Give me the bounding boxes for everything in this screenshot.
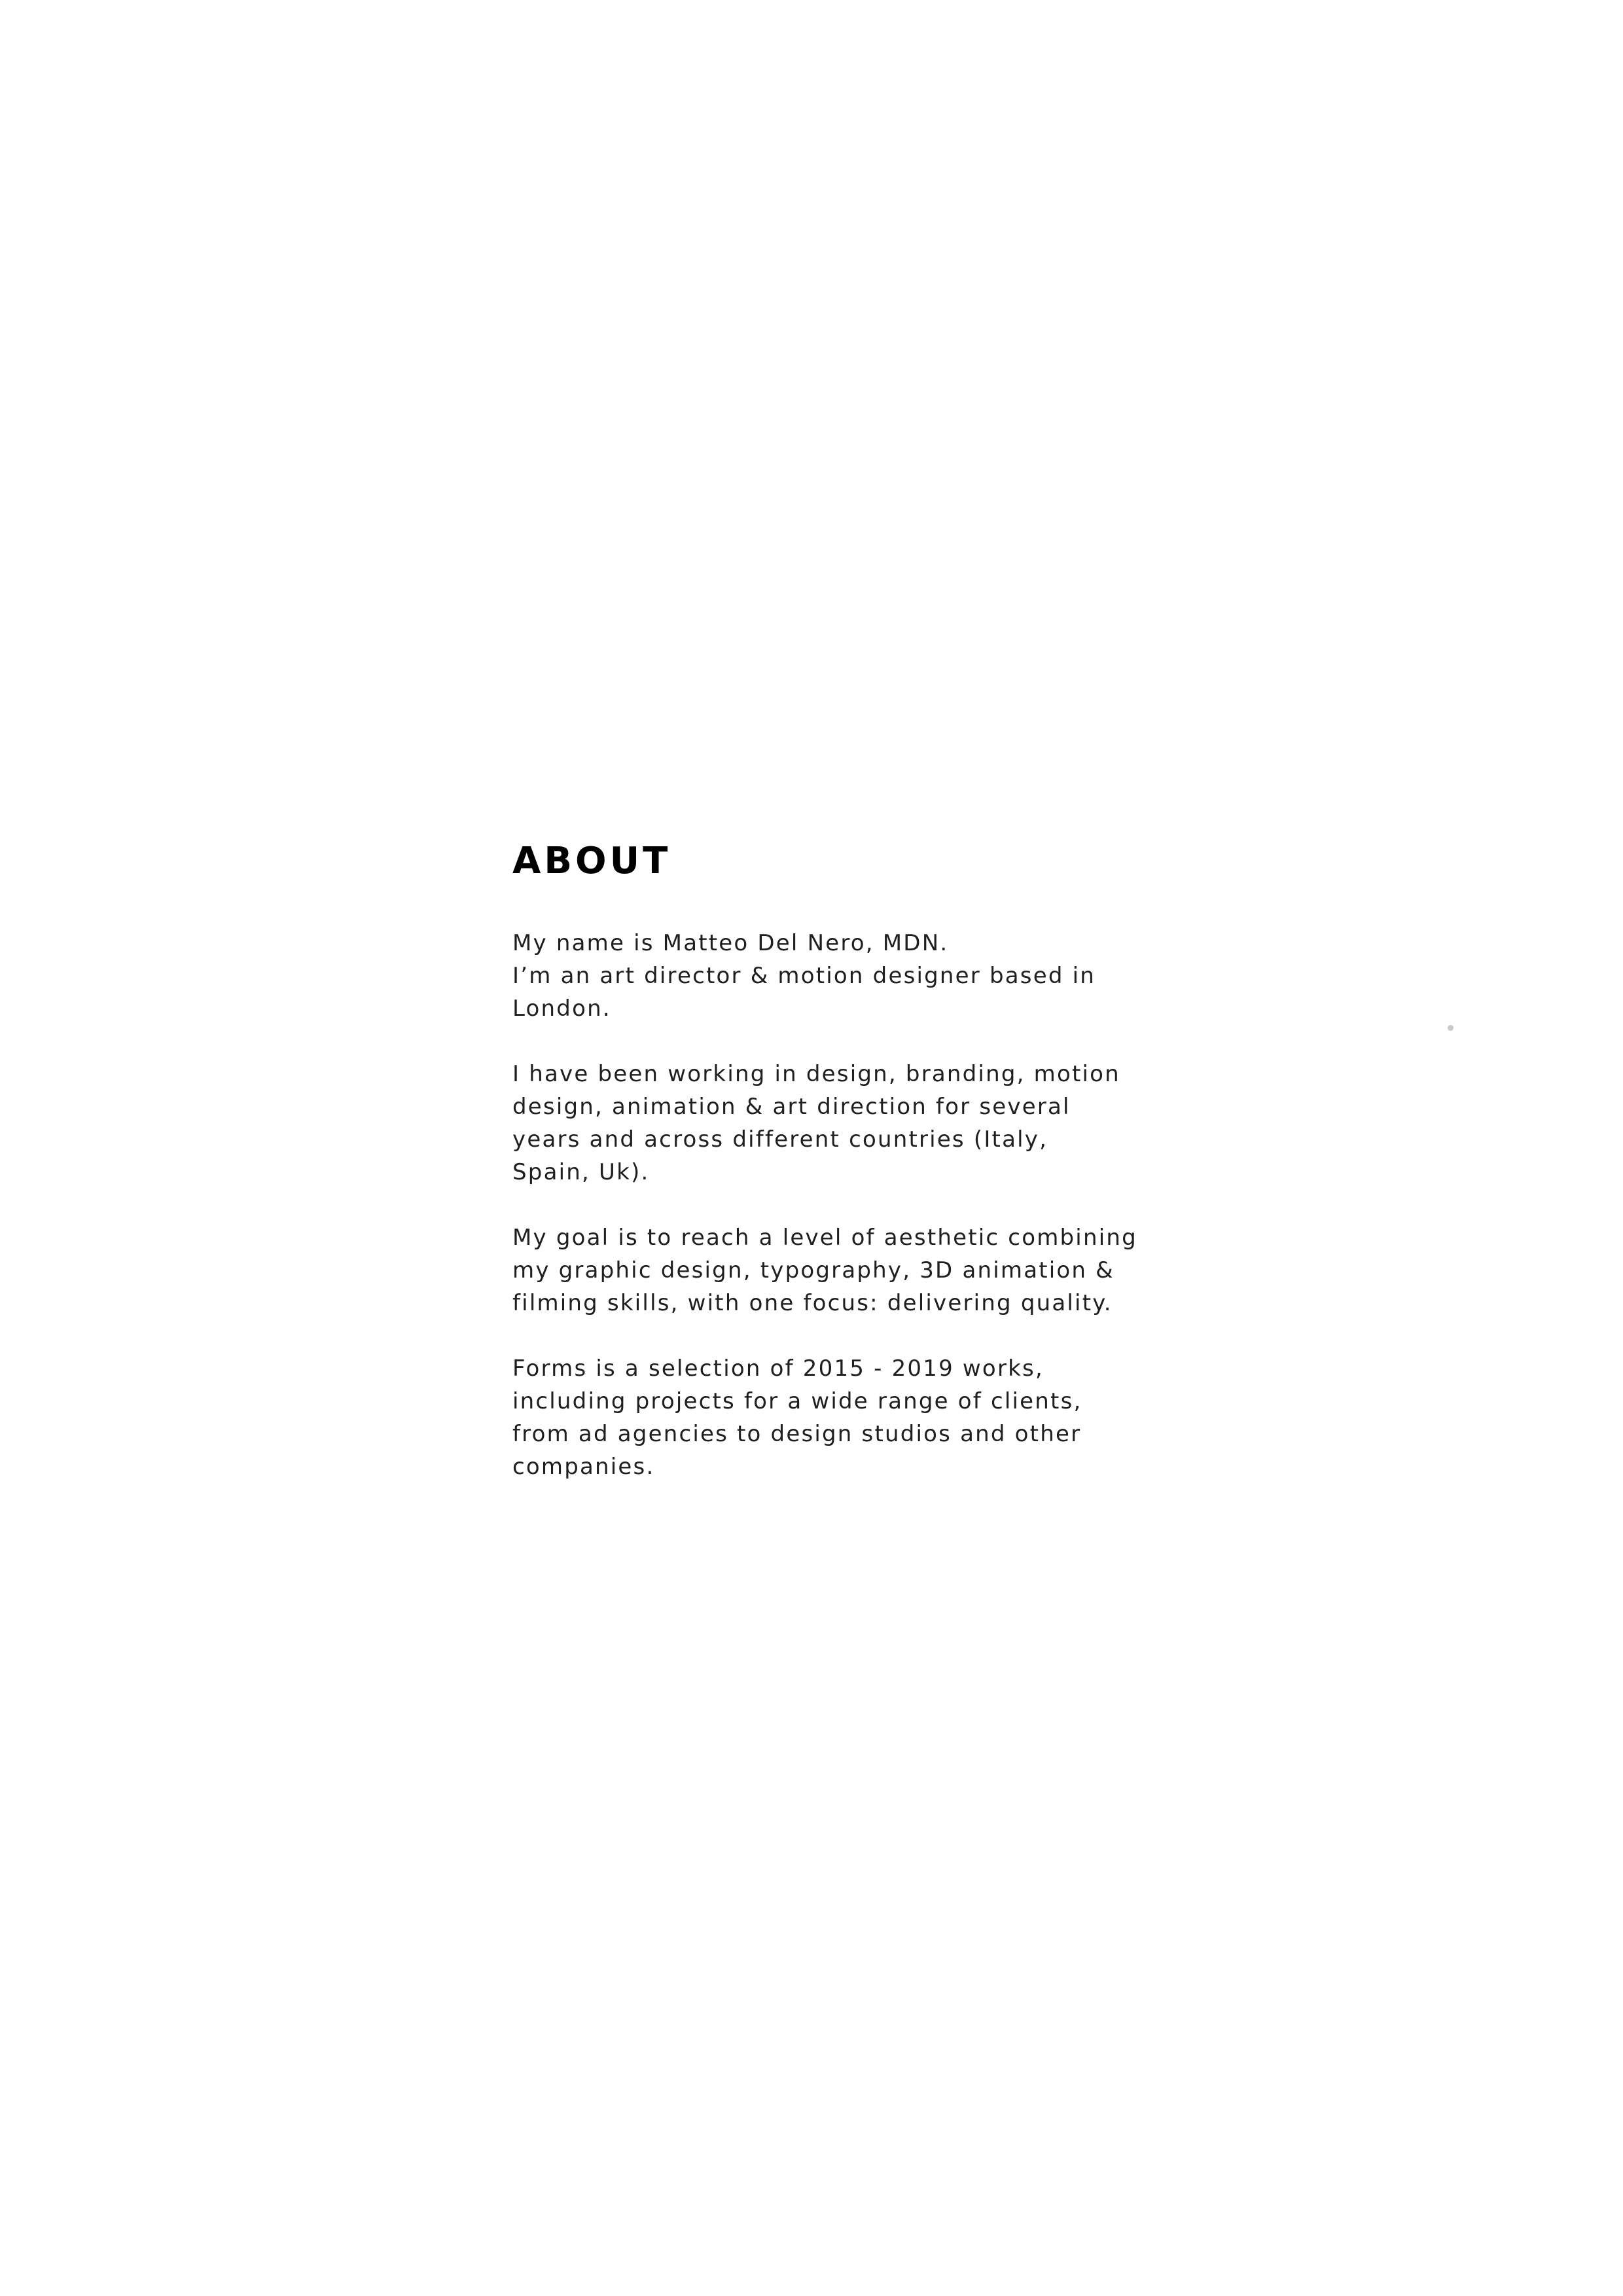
paragraph-selection [512,1352,1167,1483]
about-title: ABOUT [512,840,671,882]
paragraph-goal [512,1221,1167,1319]
paragraph-line: Spain, Uk). [512,1159,650,1185]
paragraph-experience [512,1058,1167,1189]
paragraph-line: My goal is to reach a level of aesthetic combining [512,1225,1137,1251]
paragraph-line: from ad agencies to design studios and other [512,1421,1082,1447]
paragraph-line: years and across different countries (Italy, [512,1126,1048,1153]
paragraph-intro [512,927,1167,1025]
paragraph-line: my graphic design, typography, 3D animation & [512,1257,1115,1283]
about-section [512,835,1167,1483]
paragraph-line: My name is Matteo Del Nero, MDN. [512,930,949,956]
paragraph-line: filming skills, with one focus: delivering quality. [512,1290,1113,1316]
paragraph-line: including projects for a wide range of clients, [512,1388,1082,1414]
paragraph-line: I have been working in design, branding, motion [512,1061,1120,1087]
paragraph-line: companies. [512,1454,655,1480]
paragraph-line: design, animation & art direction for several [512,1094,1071,1120]
paragraph-line: London. [512,996,611,1022]
paragraph-line: I’m an art director & motion designer based in [512,963,1096,989]
paragraph-line: Forms is a selection of 2015 - 2019 works, [512,1355,1044,1382]
page-marker-dot [1448,1025,1454,1031]
about-body [512,927,1167,1483]
